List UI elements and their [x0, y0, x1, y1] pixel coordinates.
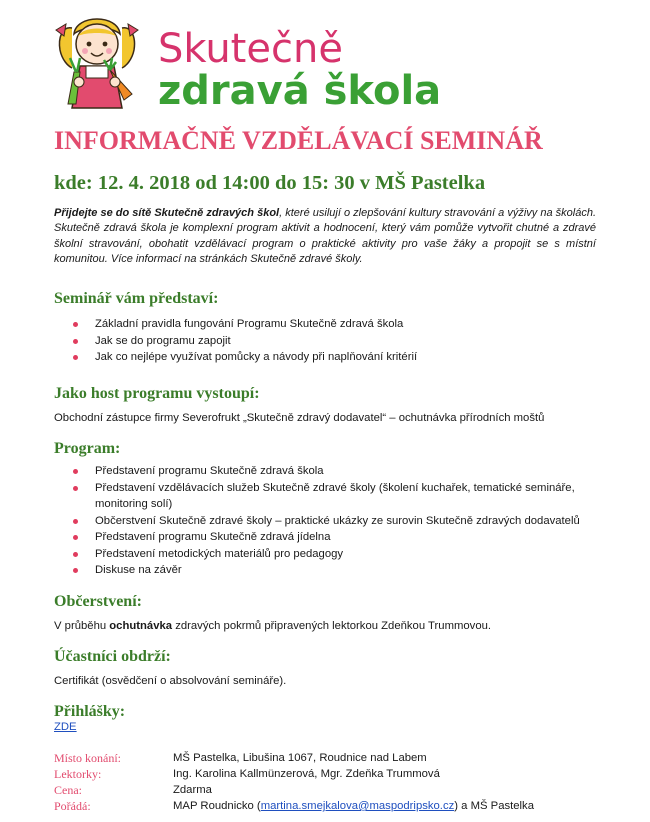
guest-text: Obchodní zástupce firmy Severofrukt „Skutečně zdravý dodavatel“ – ochutnávka přírodních moštů	[54, 412, 545, 424]
section-heading-signup: Přihlášky:	[54, 703, 126, 720]
event-date-place: kde: 12. 4. 2018 od 14:00 do 15: 30 v MŠ Pastelka	[54, 172, 486, 194]
lecturers-value: Ing. Karolina Kallmünzerová, Mgr. Zdeňka Trummová	[173, 768, 440, 780]
bullet-icon	[73, 339, 78, 344]
bullet-icon	[73, 355, 78, 360]
lecturers-label: Lektorky:	[54, 767, 102, 781]
list-item: Jak co nejlépe využívat pomůcky a návody při naplňování kritérií	[54, 349, 596, 366]
list-item: Občerstvení Skutečně zdravé školy – praktické ukázky ze surovin Skutečně zdravých dodavatelů	[54, 513, 596, 530]
list-item: Představení programu Skutečně zdravá jídelna	[54, 529, 596, 546]
intro-text: , které usilují o zlepšování kultury stravování a výživy na školách. Skutečně zdravá škola je komplexní program aktivit a hodnocení, který vám pomůže vytvořit chutné a zdravé školní stravování, obohatit vzdělávací program o praktické aktivity pro vaše žáky a propojit se s místní komunitou. Více informací na stránkách Skutečně zdravé školy.	[54, 207, 597, 266]
section-heading-receive: Účastníci obdrží:	[54, 648, 171, 665]
bullet-icon	[73, 568, 78, 573]
event-info-table	[54, 750, 534, 814]
place-value: MŠ Pastelka, Libušina 1067, Roudnice nad Labem	[173, 752, 427, 764]
section-heading-refresh: Občerstvení:	[54, 593, 142, 610]
organizer-label: Pořádá:	[54, 799, 91, 813]
table-row	[54, 782, 534, 798]
intro-bold: Přijdejte se do sítě Skutečně zdravých škol	[54, 207, 280, 219]
logo	[158, 28, 441, 112]
refresh-bold: ochutnávka	[109, 620, 173, 632]
list-item: Jak se do programu zapojit	[54, 333, 596, 350]
organizer-value: MAP Roudnicko (martina.smejkalova@maspodripsko.cz) a MŠ Pastelka	[173, 800, 534, 812]
price-label: Cena:	[54, 783, 82, 797]
bullet-icon	[73, 519, 78, 524]
table-row	[54, 798, 534, 814]
section-heading-program: Program:	[54, 440, 121, 457]
place-label: Místo konání:	[54, 751, 122, 765]
program-list	[54, 463, 596, 579]
logo-line-2: zdravá škola	[158, 68, 442, 114]
bullet-icon	[73, 322, 78, 327]
present-list	[54, 316, 596, 366]
list-item: Diskuse na závěr	[54, 562, 596, 579]
bullet-icon	[73, 486, 78, 491]
table-row	[54, 750, 534, 766]
bullet-icon	[73, 552, 78, 557]
bullet-icon	[73, 535, 78, 540]
signup-link[interactable]: ZDE	[54, 721, 77, 733]
refresh-text: V průběhu ochutnávka zdravých pokrmů připravených lektorkou Zdeňkou Trummovou.	[54, 620, 492, 632]
price-value: Zdarma	[173, 784, 212, 796]
intro-paragraph	[54, 206, 596, 268]
receive-text: Certifikát (osvědčení o absolvování semináře).	[54, 675, 287, 687]
list-item: Představení vzdělávacích služeb Skutečně zdravé školy (školení kuchařek, tematické semináře, monitoring solí)	[54, 480, 596, 513]
table-row	[54, 766, 534, 782]
page-title: INFORMAČNĚ VZDĚLÁVACÍ SEMINÁŘ	[54, 126, 543, 155]
logo-line-1: Skutečně	[158, 26, 343, 72]
organizer-email-link[interactable]: martina.smejkalova@maspodripsko.cz	[260, 800, 455, 812]
list-item: Představení metodických materiálů pro pedagogy	[54, 546, 596, 563]
section-heading-present: Seminář vám představí:	[54, 290, 219, 307]
list-item: Základní pravidla fungování Programu Skutečně zdravá škola	[54, 316, 596, 333]
list-item: Představení programu Skutečně zdravá škola	[54, 463, 596, 480]
section-heading-guest: Jako host programu vystoupí:	[54, 385, 260, 402]
bullet-icon	[73, 469, 78, 474]
girl-with-vegetables-icon	[52, 8, 142, 110]
